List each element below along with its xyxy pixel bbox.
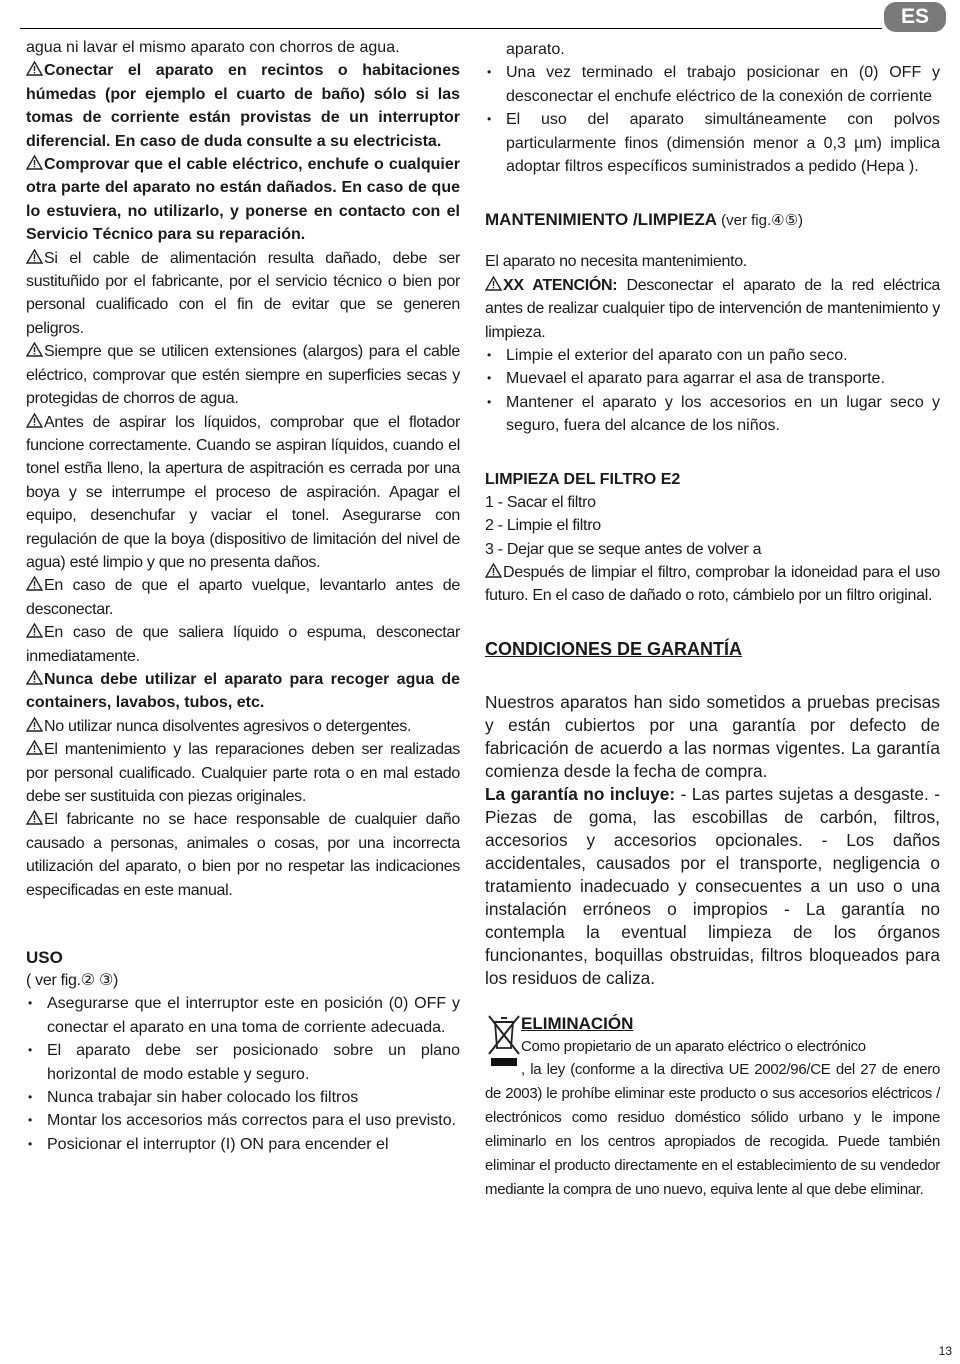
page-number: 13 — [938, 1344, 952, 1358]
warning-text: Conectar el aparato en recintos o habitaciones húmedas (por ejemplo el cuarto de baño) sólo si las tomas de corriente están provistas de un interruptor diferencial. En caso de duda consulte a su electricista. — [26, 62, 460, 150]
warning-containers — [26, 668, 460, 715]
maintenance-warning — [485, 274, 940, 344]
maintenance-heading — [485, 208, 940, 232]
filter-cleaning-heading: LIMPIEZA DEL FILTRO E2 — [485, 470, 681, 488]
filter-warning — [485, 561, 940, 608]
disposal-intro: Como propietario de un aparato eléctrico o electrónico — [521, 1037, 866, 1055]
list-item: • El uso del aparato simultáneamente con polvos particularmente finos (dimensión menor a 0,3 µm) implica adoptar filtros específicos suministrados a pedido (Hepa ). — [485, 108, 940, 178]
warning-triangle-icon — [26, 717, 43, 732]
filter-step: 3 - Dejar que se seque antes de volver a — [485, 540, 762, 558]
header-rule — [20, 4, 882, 29]
warning-triangle-icon — [26, 249, 43, 264]
warning-text: El mantenimiento y las reparaciones deben ser realizadas por personal cualificado. Cualquier parte rota o en mal estado debe ser sustituida con piezas originales. — [26, 741, 460, 805]
warranty-paragraph: Nuestros aparatos han sido sometidos a pruebas precisas y están cubiertos por una garantía por defecto de fabricación de acuerdo a las normas vigentes. La garantía comienza desde la fecha de compra. — [485, 691, 940, 781]
list-item: • Montar los accesorios más correctos para el uso previsto. — [26, 1109, 460, 1132]
warning-tip-over — [26, 574, 460, 621]
warning-cable-check — [26, 153, 460, 247]
warranty-exclusions — [485, 783, 940, 990]
warranty-exclusions-label: La garantía no incluye: — [485, 783, 676, 804]
list-item: • Posicionar el interruptor (I) ON para encender el — [26, 1133, 460, 1156]
crossed-bin-icon — [487, 1012, 521, 1070]
warning-solvents — [26, 715, 460, 738]
language-badge: ES — [884, 2, 946, 32]
uso-list — [26, 992, 460, 1156]
warning-foam — [26, 621, 460, 668]
list-item: • El aparato debe ser posicionado sobre un plano horizontal de modo estable y seguro. — [26, 1039, 460, 1086]
warning-text: Desconectar el aparato de la red eléctrica antes de realizar cualquier tipo de intervención de mantenimiento y limpieza. — [485, 276, 940, 341]
disposal-section — [485, 1012, 940, 1202]
list-item: • Asegurarse que el interruptor este en posición (0) OFF y conectar el aparato en una toma de corriente adecuada. — [26, 992, 460, 1039]
warning-triangle-icon — [26, 413, 43, 428]
warning-triangle-icon — [26, 155, 43, 170]
warning-triangle-icon — [26, 740, 43, 755]
warning-triangle-icon — [26, 576, 43, 591]
warning-extensions — [26, 340, 460, 410]
warning-text: Siempre que se utilicen extensiones (alargos) para el cable eléctrico, comprovar que estén siempre en superficies secas y protegidas de chorros de agua. — [26, 343, 460, 408]
warning-text: En caso de que saliera líquido o espuma, desconectar inmediatamente. — [26, 624, 460, 665]
list-item: • Una vez terminado el trabajo posicionar en (0) OFF y desconectar el enchufe eléctrico de la conexión de corriente — [485, 61, 940, 108]
warning-text: Después de limpiar el filtro, comprobar la idoneidad para el uso futuro. En el caso de dañado o roto, cámbielo por un filtro original. — [485, 563, 940, 605]
left-column — [26, 36, 460, 1156]
warning-triangle-icon — [26, 61, 43, 76]
warning-liability — [26, 808, 460, 902]
maintenance-figure-reference: (ver fig.④⑤) — [721, 212, 804, 230]
warning-triangle-icon — [26, 810, 43, 825]
warning-triangle-icon — [26, 670, 43, 685]
warning-triangle-icon — [26, 623, 43, 638]
warning-triangle-icon — [26, 342, 43, 357]
warning-text: En caso de que el aparto vuelque, levantarlo antes de desconectar. — [26, 577, 460, 618]
left-paragraph-intro: agua ni lavar el mismo aparato con chorros de agua. — [26, 39, 400, 56]
warning-float-check — [26, 411, 460, 575]
filter-step: 2 - Limpie el filtro — [485, 517, 601, 535]
filter-step: 1 - Sacar el filtro — [485, 493, 596, 511]
warning-text: Comprovar que el cable eléctrico, enchufe o cualquier otra parte del aparato no están dañados. En caso de que lo estuviera, no utilizarlo, y ponerse en contacto con el Servicio Técnico para su reparación. — [26, 156, 460, 244]
usage-end-list — [485, 61, 940, 178]
warning-triangle-icon — [485, 563, 502, 578]
warning-label: XX ATENCIÓN: — [503, 276, 618, 294]
warning-text: Si el cable de alimentación resulta dañado, debe ser sustituñido por el fabricante, por el servicio técnico o bien por personal cualificado con el fin de evitar que se generen peligros. — [26, 249, 460, 337]
continuation-text: aparato. — [506, 41, 565, 58]
disposal-paragraph: , la ley (conforme a la directiva UE 2002/96/CE del 27 de enero de 2003) le prohíbe eliminar este producto o sus accesorios eléctricos / electrónicos como residuo doméstico sólido urbano y le impone eliminarlo en los centros apropiados de recogida. Puede también eliminar el producto directamente en el establecimiento de su vendedor mediante la compra de uno nuevo, equiva lente al que debe eliminar. — [485, 1061, 940, 1199]
warning-text: Antes de aspirar los líquidos, comprobar que el flotador funcione correctamente. Cuando se aspiran líquidos, cuando el tonel estña lleno, la apertura de aspitración es cerrada por una boya y se interrumpe el proceso de aspiración. Apagar el equipo, desenchufar y vaciar el tonel. Asegurarse con regulación de que la boya (dispositivo de limitación del nivel de agua) esté limpio y que no presenta daños. — [26, 413, 460, 571]
uso-heading: USO — [26, 948, 63, 968]
warranty-heading: CONDICIONES DE GARANTÍA — [485, 638, 743, 659]
warning-damaged-cable — [26, 247, 460, 341]
maintenance-title: MANTENIMIENTO /LIMPIEZA — [485, 210, 717, 230]
list-item: • Limpie el exterior del aparato con un paño seco. — [485, 344, 940, 367]
list-item: • Nunca trabajar sin haber colocado los filtros — [26, 1086, 460, 1109]
warning-text: El fabricante no se hace responsable de cualquier daño causado a personas, animales o cosas, por una incorrecta utilización del aparato, o bien por no respetar las indicaciones especificadas en este manual. — [26, 811, 460, 899]
warning-maintenance — [26, 738, 460, 808]
warranty-exclusions-text: - Las partes sujetas a desgaste. - Piezas de goma, las escobillas de carbón, filtros, accesorios y accesorios opcionales. - Los daños accidentales, causados por el transporte, negligencia o tratamiento inadecuado y consecuentes a un uso o una instalación erróneos o impropios - La garantía no contempla la eventual limpieza de los órganos funcionantes, boquillas obstruidas, filtros bloqueados para los residuos de caliza. — [485, 783, 940, 988]
warning-humid-rooms — [26, 59, 460, 153]
right-column — [485, 38, 940, 1202]
uso-figure-reference: ( ver fig.② ③) — [26, 972, 119, 990]
disposal-heading: ELIMINACIÓN — [521, 1013, 634, 1033]
list-item: • Mantener el aparato y los accesorios en un lugar seco y seguro, fuera del alcance de los niños. — [485, 391, 940, 438]
list-item: • Muevael el aparato para agarrar el asa de transporte. — [485, 367, 940, 390]
maintenance-intro: El aparato no necesita mantenimiento. — [485, 253, 747, 271]
warning-text: Nunca debe utilizar el aparato para recoger agua de containers, lavabos, tubos, etc. — [26, 670, 460, 712]
maintenance-list — [485, 344, 940, 438]
warning-triangle-icon — [485, 276, 502, 291]
warning-text: No utilizar nunca disolventes agresivos o detergentes. — [44, 717, 412, 735]
